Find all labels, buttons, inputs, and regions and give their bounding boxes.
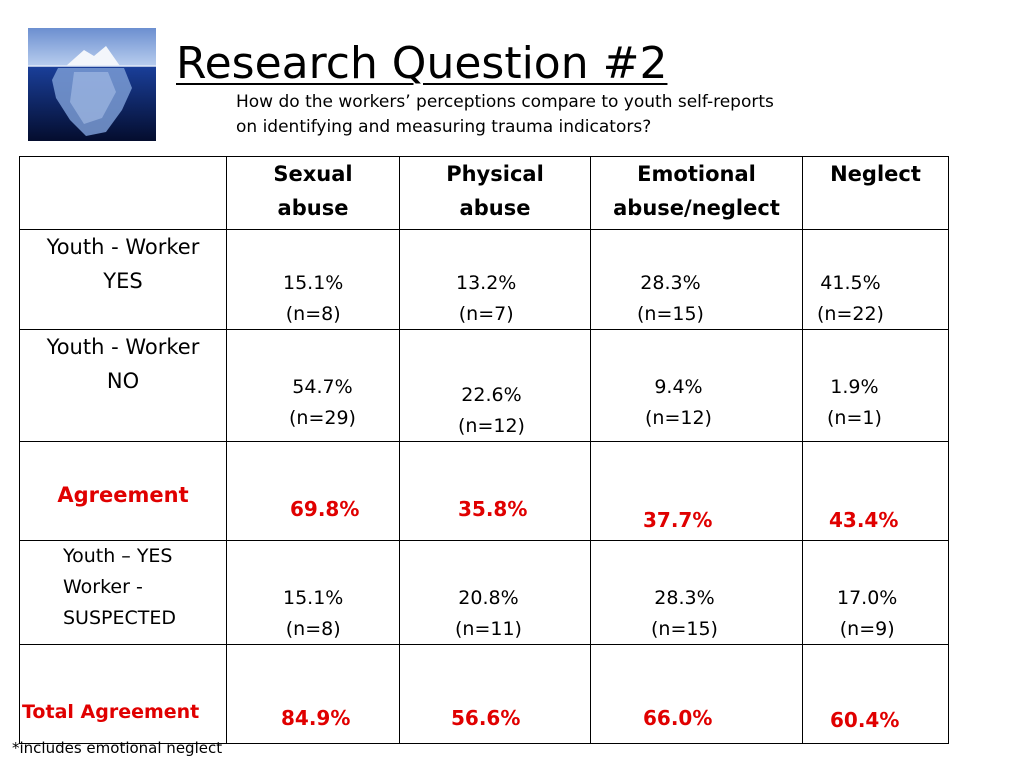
cell-percent: 13.2% bbox=[456, 272, 517, 294]
col-header-neglect bbox=[803, 157, 949, 230]
row-label-no bbox=[20, 330, 227, 442]
col-header-emotional-abuse bbox=[591, 157, 803, 230]
cell-value bbox=[455, 583, 522, 645]
cell-count: (n=12) bbox=[645, 407, 712, 429]
col-header-text: Neglect bbox=[830, 162, 921, 186]
cell-value bbox=[458, 380, 525, 442]
cell-percent: 9.4% bbox=[654, 376, 703, 398]
cell-count: (n=8) bbox=[285, 303, 341, 325]
col-header-text: Sexual bbox=[273, 162, 353, 186]
col-header-text: abuse/neglect bbox=[613, 196, 780, 220]
cell-value bbox=[456, 268, 516, 330]
table-cell bbox=[400, 330, 591, 442]
cell-percent: 15.1% bbox=[283, 272, 344, 294]
cell-value bbox=[817, 268, 884, 330]
cell-value bbox=[645, 372, 712, 434]
cell-count: (n=11) bbox=[455, 618, 522, 640]
cell-count: (n=9) bbox=[839, 618, 895, 640]
cell-value bbox=[827, 372, 882, 434]
row-label-yes bbox=[20, 230, 227, 330]
total-agreement-value: 84.9% bbox=[281, 706, 351, 730]
cell-count: (n=12) bbox=[458, 415, 525, 437]
cell-percent: 15.1% bbox=[283, 587, 344, 609]
col-header-text: abuse bbox=[277, 196, 349, 220]
table-cell bbox=[591, 442, 803, 541]
row-label-text: Youth - Worker bbox=[46, 235, 200, 259]
table-cell bbox=[400, 442, 591, 541]
iceberg-image bbox=[28, 28, 156, 141]
row-label-text: Worker - bbox=[63, 576, 143, 598]
table-cell bbox=[591, 645, 803, 744]
cell-percent: 1.9% bbox=[830, 376, 879, 398]
table-cell bbox=[591, 330, 803, 442]
table-row bbox=[20, 230, 949, 330]
cell-count: (n=1) bbox=[827, 407, 882, 429]
row-label-text: YES bbox=[103, 269, 143, 293]
table-cell bbox=[803, 442, 949, 541]
cell-percent: 22.6% bbox=[461, 384, 522, 406]
row-label-total-agreement: Total Agreement bbox=[22, 701, 200, 723]
cell-count: (n=29) bbox=[289, 407, 356, 429]
col-header-sexual-abuse bbox=[227, 157, 400, 230]
table-cell bbox=[227, 645, 400, 744]
col-header-text: Emotional bbox=[637, 162, 756, 186]
cell-percent: 20.8% bbox=[458, 587, 519, 609]
table-cell bbox=[227, 330, 400, 442]
cell-percent: 54.7% bbox=[292, 376, 353, 398]
agreement-value: 69.8% bbox=[290, 497, 360, 521]
col-header-physical-abuse bbox=[400, 157, 591, 230]
table-cell bbox=[227, 442, 400, 541]
cell-value bbox=[289, 372, 356, 434]
row-label-text: SUSPECTED bbox=[63, 607, 176, 629]
results-table bbox=[19, 156, 949, 744]
table-cell bbox=[591, 230, 803, 330]
table-cell bbox=[803, 230, 949, 330]
cell-value bbox=[637, 268, 704, 330]
agreement-value: 43.4% bbox=[829, 508, 899, 532]
table-cell bbox=[227, 230, 400, 330]
cell-count: (n=22) bbox=[817, 303, 884, 325]
cell-count: (n=7) bbox=[458, 303, 514, 325]
cell-value bbox=[651, 583, 718, 645]
total-agreement-value: 60.4% bbox=[830, 708, 900, 732]
row-label-agreement: Agreement bbox=[20, 442, 227, 541]
cell-percent: 41.5% bbox=[820, 272, 881, 294]
total-agreement-value: 66.0% bbox=[643, 706, 713, 730]
cell-value bbox=[283, 268, 343, 330]
table-cell bbox=[591, 541, 803, 645]
table-row bbox=[20, 541, 949, 645]
table-cell bbox=[803, 330, 949, 442]
table-row bbox=[20, 330, 949, 442]
table-cell bbox=[803, 541, 949, 645]
cell-count: (n=15) bbox=[651, 618, 718, 640]
col-header-text: abuse bbox=[459, 196, 531, 220]
row-label-text: Youth – YES bbox=[63, 545, 173, 567]
table-cell bbox=[400, 645, 591, 744]
agreement-value: 37.7% bbox=[643, 508, 713, 532]
header-row bbox=[20, 157, 949, 230]
table-cell bbox=[400, 541, 591, 645]
cell-count: (n=8) bbox=[285, 618, 341, 640]
table-row bbox=[20, 442, 949, 541]
cell-percent: 28.3% bbox=[640, 272, 701, 294]
agreement-value: 35.8% bbox=[458, 497, 528, 521]
row-label-total-agreement-cell bbox=[20, 645, 227, 744]
table-row bbox=[20, 645, 949, 744]
row-label-suspected bbox=[20, 541, 227, 645]
cell-percent: 17.0% bbox=[837, 587, 898, 609]
col-header-text: Physical bbox=[446, 162, 544, 186]
table-cell bbox=[803, 645, 949, 744]
footnote: *includes emotional neglect bbox=[12, 739, 223, 757]
cell-value bbox=[837, 583, 897, 645]
corner-cell bbox=[20, 157, 227, 230]
cell-percent: 28.3% bbox=[654, 587, 715, 609]
page-title: Research Question #2 bbox=[176, 38, 668, 89]
row-label-text: NO bbox=[106, 369, 140, 393]
row-label-text: Youth - Worker bbox=[46, 335, 200, 359]
total-agreement-value: 56.6% bbox=[451, 706, 521, 730]
cell-value bbox=[283, 583, 343, 645]
table-cell bbox=[400, 230, 591, 330]
cell-count: (n=15) bbox=[637, 303, 704, 325]
page-subtitle: How do the workers’ perceptions compare to youth self-reports on identifying and measuring trauma indicators? bbox=[236, 92, 774, 137]
table-cell bbox=[227, 541, 400, 645]
